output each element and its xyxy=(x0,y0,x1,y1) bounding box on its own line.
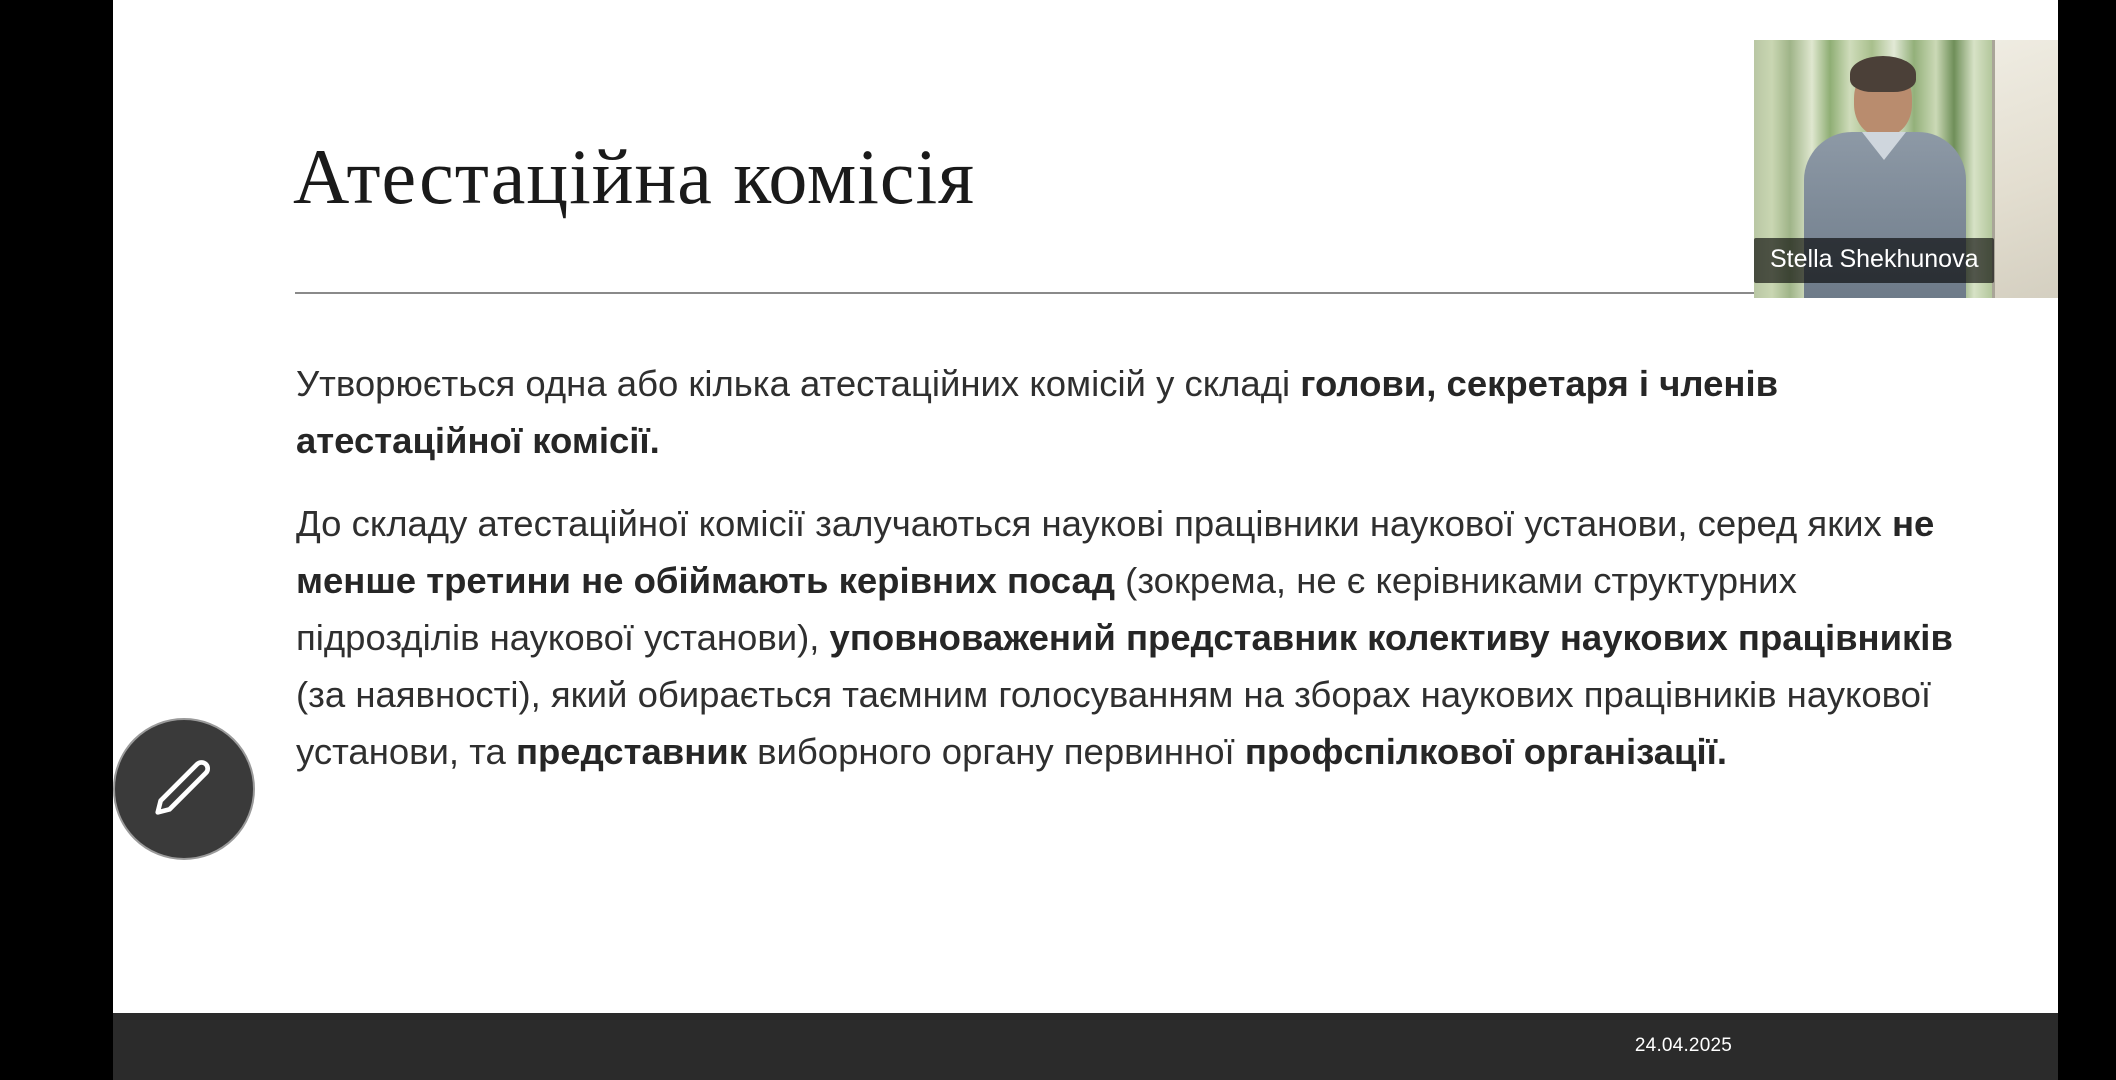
video-wall xyxy=(1992,40,2058,298)
emphasized-text: не менше третини не обіймають керівних посад xyxy=(296,503,1935,601)
slide-paragraph-2 xyxy=(296,495,1971,780)
pencil-icon xyxy=(149,754,219,824)
body-text: виборного органу первинної xyxy=(746,731,1245,772)
emphasized-text: голови, секретаря і членів атестаційної комісії. xyxy=(296,363,1779,461)
slide-footer-bar xyxy=(113,1013,2058,1080)
participant-video-tile[interactable] xyxy=(1754,40,2058,298)
title-divider xyxy=(295,292,1965,294)
body-text: Утворюється одна або кілька атестаційних комісій у складі xyxy=(296,363,1301,404)
body-text: (за наявності), який обирається таємним голосуванням на зборах наукових працівників наукової установи, та xyxy=(296,674,1932,772)
annotate-pencil-button[interactable] xyxy=(113,718,255,860)
emphasized-text: профспілкової організації. xyxy=(1244,731,1728,772)
slide-date: 24.04.2025 xyxy=(1634,1035,1732,1056)
emphasized-text: представник xyxy=(515,731,747,772)
slide-paragraph-1 xyxy=(296,355,1971,469)
emphasized-text: уповноважений представник колективу наукових працівників xyxy=(829,617,1953,658)
body-text: До складу атестаційної комісії залучаються наукові працівники наукової установи, серед яких xyxy=(296,503,1892,544)
body-text: (зокрема, не є керівниками структурних підрозділів наукової установи), xyxy=(296,560,1797,658)
slide-title: Атестаційна комісія xyxy=(293,133,976,220)
video-person-hair xyxy=(1850,56,1916,92)
shared-slide-area[interactable] xyxy=(113,0,2058,1080)
participant-name-badge: Stella Shekhunova xyxy=(1754,238,1994,283)
